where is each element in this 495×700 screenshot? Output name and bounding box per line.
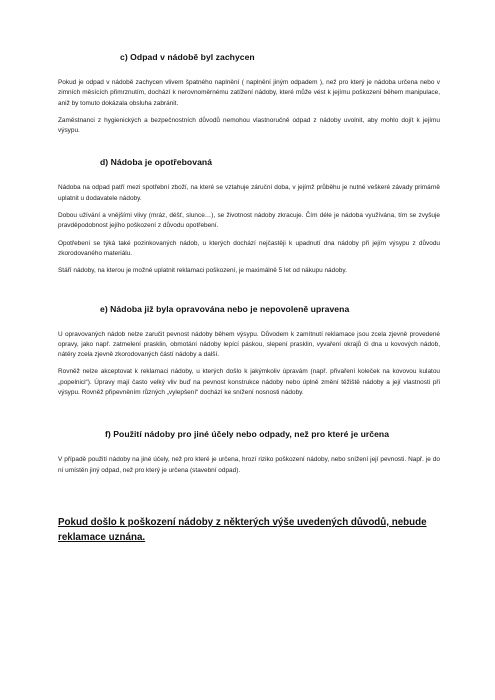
section-e-heading: e) Nádoba již byla opravována nebo je nepovoleně upravena	[100, 303, 350, 314]
section-d-paragraph-2: Dobou užívání a vnějšími vlivy (mráz, déšť, slunce…), se životnost nádoby zkracuje. Čím déle je nádoba využívána, tím se zvyšuje pravděpodobnost jejího poškození z důvodu opotřebení.	[58, 212, 440, 230]
section-e-paragraph-1: U opravovaných nádob nelze zaručit pevnost nádoby během výsypu. Důvodem k zamítnutí reklamace jsou zcela zjevně provedené opravy, jako např. zatmelení prasklin, obmotání nádoby lepící páskou, slepení prasklin, vyvaření okrajů či dna u kovových nádob, nátěry zcela zjevně zkorodovaných částí nádoby a další.	[58, 330, 440, 359]
section-c-paragraph-2: Zaměstnanci z hygienických a bezpečnostních důvodů nemohou vlastnoručně odpad z nádoby uvolnit, aby mohlo dojít k jejímu výsypu.	[58, 116, 440, 135]
section-d-paragraph-3: Opotřebení se týká také pozinkovaných nádob, u kterých dochází nejčastěji k upadnutí dna nádoby při jejím výsypu z důvodu zkorodovaného materiálu.	[58, 239, 440, 257]
section-f-heading: f) Použití nádoby pro jiné účely nebo odpady, než pro které je určena	[105, 429, 390, 440]
section-d-paragraph-1: Nádoba na odpad patří mezi spotřební zboží, na které se vztahuje záruční doba, v jejímž průběhu je nutné veškeré závady primárně uplatnit u dodavatele nádoby.	[58, 184, 440, 202]
section-f-paragraph-1: V případě použití nádoby na jiné účely, než pro které je určena, hrozí riziko poškození nádoby, nebo snížení její pevnosti. Např. je do ní umístěn jiný odpad, než pro který je určena (stavební odpad).	[58, 456, 440, 474]
section-e-paragraph-2: Rovněž nelze akceptovat k reklamaci nádoby, u kterých došlo k jakýmkoliv úpravám (např. přivaření koleček na kovovou kulatou „popelnici“). Úpravy mají často velký vliv buď na pevnost konstrukce nádoby nebo úplně změní těžiště nádoby a její vlastnosti při výsypu. Rovněž připevněním různých „vylepšení“ dochází ke snížení nosnosti nádoby.	[58, 368, 440, 397]
section-d-heading: d) Nádoba je opotřebovaná	[100, 157, 213, 168]
document-content	[58, 52, 440, 545]
section-c-paragraph-1: Pokud je odpad v nádobě zachycen vlivem špatného naplnění ( naplnění jiným odpadem ), než pro který je nádoba určena nebo v zimních měsících přimrznutím, dochází k nerovnoměrnému zatížení nádoby, které může vést k jejímu poškození během manipulace, aniž by tomuto dokázala obsluha zabránit.	[58, 79, 440, 107]
section-c-heading: c) Odpad v nádobě byl zachycen	[120, 52, 255, 62]
section-d-paragraph-4: Stáří nádoby, na kterou je možné uplatnit reklamaci poškození, je maximálně 5 let od nákupu nádoby.	[58, 267, 347, 275]
conclusion-statement: Pokud došlo k poškození nádoby z některých výše uvedených důvodů, nebude reklamace uznána.	[58, 516, 427, 543]
